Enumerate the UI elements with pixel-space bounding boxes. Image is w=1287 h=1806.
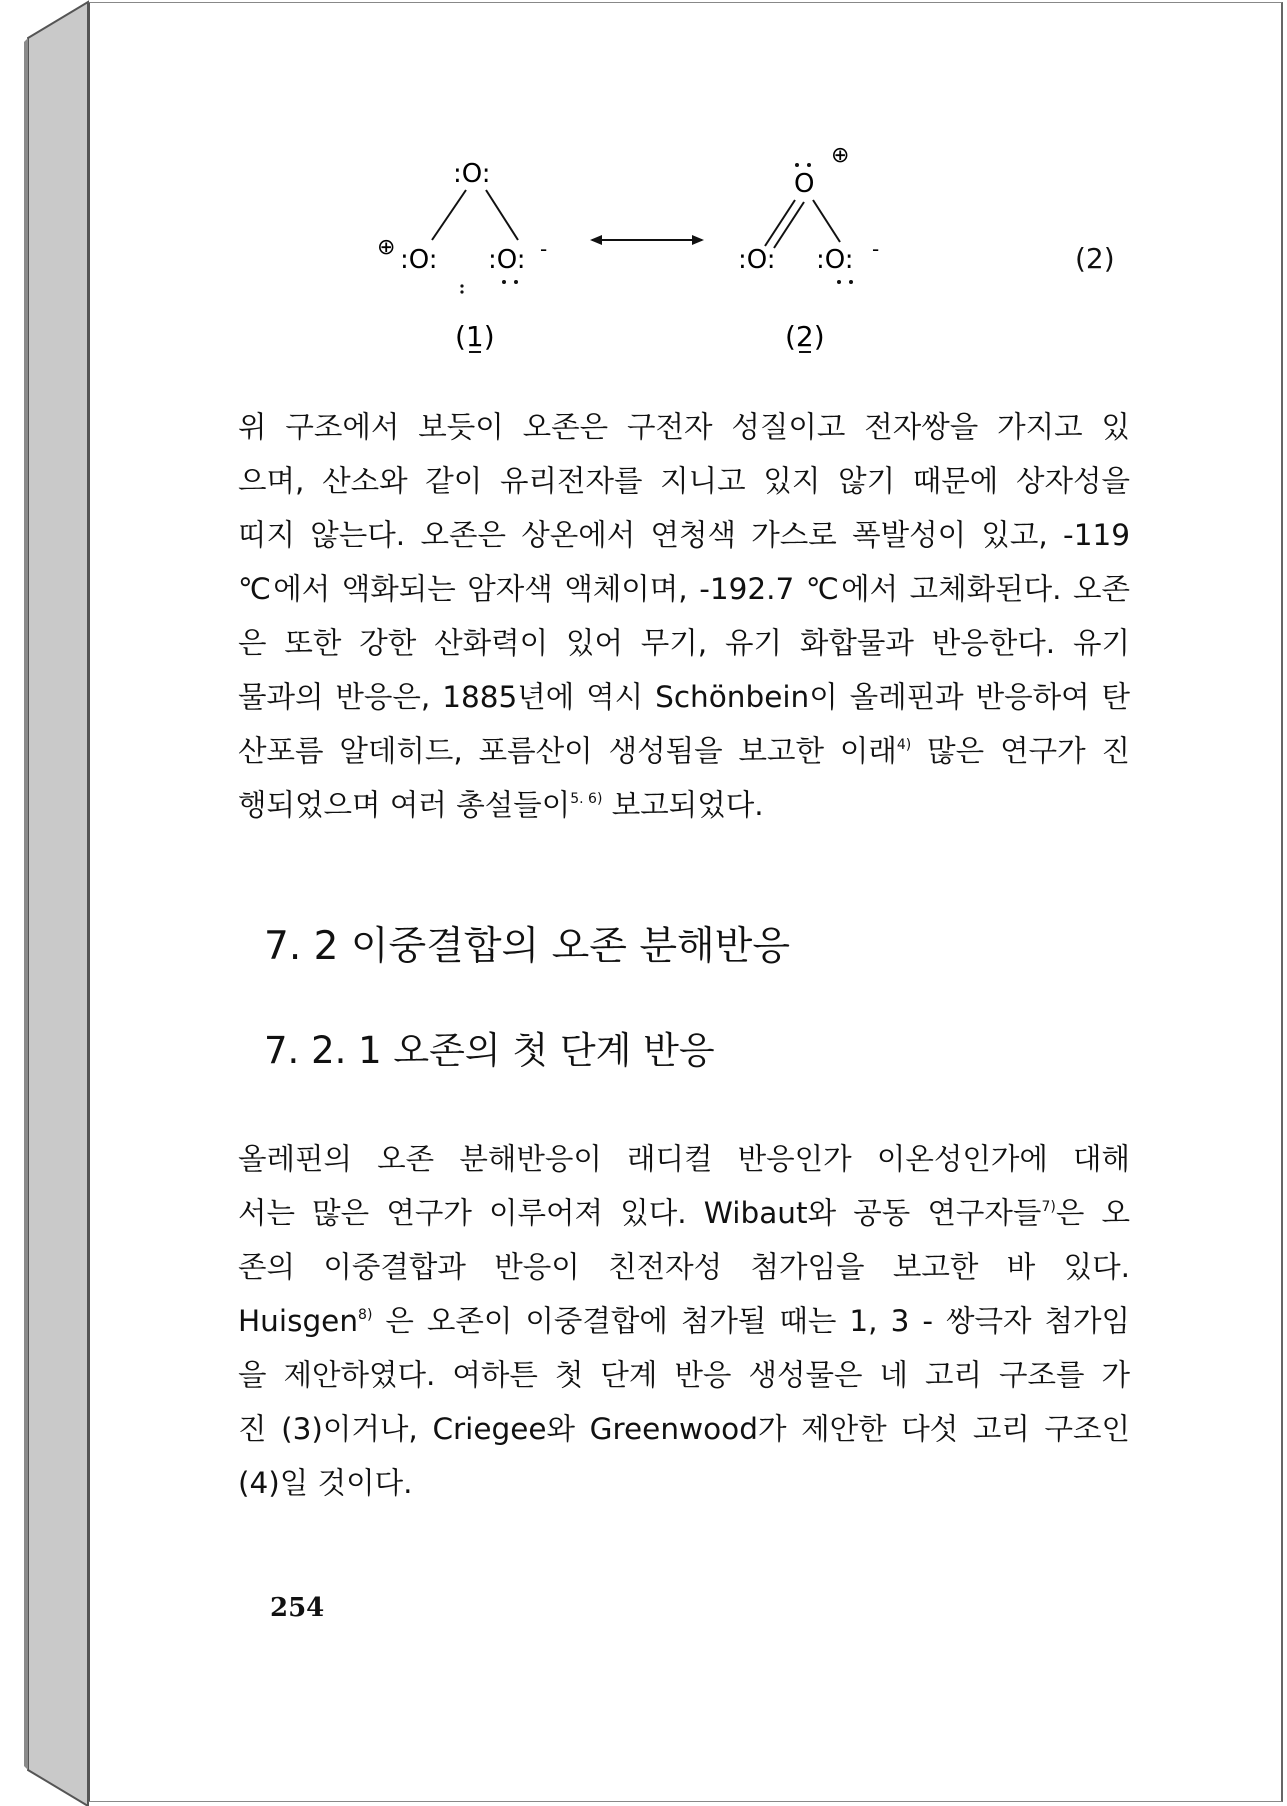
text-line: 을 제안하였다. 여하튼 첫 단계 반응 생성물은 네 고리 구조를 가 <box>238 1358 1130 1392</box>
text-line: 진 (3)이거나, Criegee와 Greenwood가 제안한 다섯 고리 구조인 <box>238 1412 1130 1446</box>
text-fragment: 은 오 <box>1055 1196 1130 1230</box>
subsection-heading: 7. 2. 1 오존의 첫 단계 반응 <box>264 1029 715 1072</box>
paragraph-first-step-reaction <box>238 1132 1130 1510</box>
text-line <box>238 778 1130 832</box>
structure2-label: (2) <box>785 320 825 353</box>
structure2-right-oxygen: :O: <box>816 245 854 275</box>
text-fragment: 산포름 알데히드, 포름산이 생성됨을 보고한 이래 <box>238 734 897 768</box>
section-heading: 7. 2 이중결합의 오존 분해반응 <box>264 924 791 969</box>
structure1-minus-charge: - <box>540 237 548 261</box>
structure1-top-oxygen: :O: <box>453 159 491 189</box>
ozone-resonance-structures <box>377 140 1160 380</box>
paragraph-ozone-properties <box>238 400 1130 832</box>
text-fragment: Huisgen <box>238 1304 359 1338</box>
text-line: 올레핀의 오존 분해반응이 래디컬 반응인가 이온성인가에 대해 <box>238 1142 1130 1176</box>
citation-5-6: 5. 6) <box>570 791 603 807</box>
structure1-right-oxygen: :O: <box>488 245 526 275</box>
text-fragment: 행되었으며 여러 총설들이 <box>238 788 571 822</box>
text-line <box>238 1294 1130 1348</box>
text-fragment: 많은 연구가 진 <box>911 734 1130 768</box>
text-fragment: 서는 많은 연구가 이루어져 있다. Wibaut와 공동 연구자들 <box>238 1196 1042 1230</box>
structure1-left-oxygen: :O: <box>400 245 438 275</box>
structure2-plus-charge: ⊕ <box>831 143 850 168</box>
text-line <box>238 1186 1130 1240</box>
text-fragment: 보고되었다. <box>602 788 764 822</box>
text-line: 띠지 않는다. 오존은 상온에서 연청색 가스로 폭발성이 있고, -119 <box>238 518 1130 552</box>
structure1-label: (1) <box>455 320 495 353</box>
text-line: 으며, 산소와 같이 유리전자를 지니고 있지 않기 때문에 상자성을 <box>238 464 1130 498</box>
structure2-minus-charge: - <box>872 237 880 261</box>
text-line <box>238 724 1130 778</box>
citation-7: 7) <box>1041 1199 1056 1215</box>
structure1-plus-charge: ⊕ <box>377 235 396 260</box>
text-line: 위 구조에서 보듯이 오존은 구전자 성질이고 전자쌍을 가지고 있 <box>238 410 1130 444</box>
book-spine <box>0 0 95 1806</box>
structure2-top-oxygen: O <box>794 169 815 199</box>
citation-4: 4) <box>896 737 912 753</box>
text-line: ℃에서 액화되는 암자색 액체이며, -192.7 ℃에서 고체화된다. 오존 <box>238 572 1130 606</box>
text-line: 은 또한 강한 산화력이 있어 무기, 유기 화합물과 반응한다. 유기 <box>238 626 1130 660</box>
text-fragment: 은 오존이 이중결합에 첨가될 때는 1, 3 - 쌍극자 첨가임 <box>372 1304 1130 1338</box>
text-line: 물과의 반응은, 1885년에 역시 Schönbein이 올레핀과 반응하여 탄 <box>238 680 1130 714</box>
equation-number: (2) <box>1075 242 1115 275</box>
text-line: 존의 이중결합과 반응이 친전자성 첨가임을 보고한 바 있다. <box>238 1250 1130 1284</box>
page-number: 254 <box>270 1593 325 1623</box>
structure2-left-oxygen: :O: <box>738 245 776 275</box>
text-line: (4)일 것이다. <box>238 1466 413 1500</box>
citation-8: 8) <box>358 1307 373 1323</box>
